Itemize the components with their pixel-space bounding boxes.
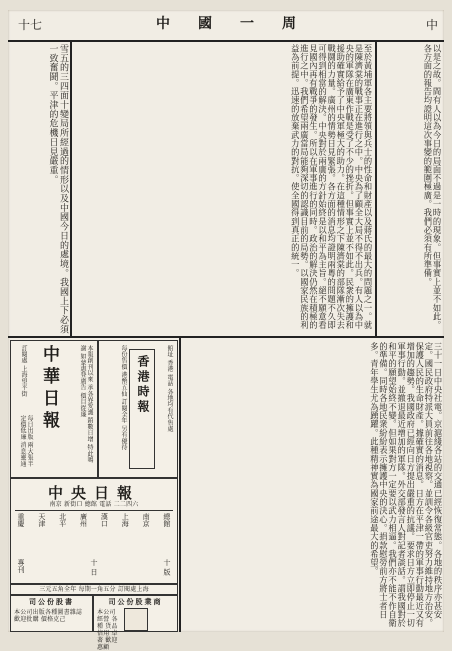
header-mark: 中 [425,18,438,32]
ad-central-col: 北平 [58,513,67,527]
article-top-main: 至於黃埔軍各主要將領與兵士的性命和財產以及蔣氏的最大的問題之一。就是陳濟棠的戰事正在進行之中。中央為了顧全大局不得不出兵。有人以為中央的軍隊在廣東作戰是受了不少的挫折。但事實上並不如此。民衆的擁護和援助確實給予了中央軍極大的助力。在這種情形之下陳濟棠的部隊漸次失去戰鬪的力量。廣州的情勢日見緊張。各方面的消息均證明兩粵的問題不久即可得到相當的解決。中央對於兩廣的方針始終是以和平為主旨。絕不願意看見國內再有戰爭的發生。所以在軍事進行的同時。政治的解決仍然在積極的進行之中。我們希望兩廣當局能夠深切的認識目前的局勢。以國家民族的利益為前提。迅速的放棄武力的對抗。使全國得到真正的統一。 [290,44,373,330]
ad-zhonghua [10,340,98,478]
ad-central-col: 重慶 [17,513,25,527]
section-rule [8,336,444,338]
ad-central-footer-right: 十 版 [163,559,171,576]
article-bottom: 三十一日中央社電。京滬綫各站的交通已經恢復常態。各地的秩序亦甚安定。國民政府特派大員前往各地視察。並訓令各級官吏努力維持地方治安。保護人民的生命財產。據確實的消息。日方在平津一帶的軍事行動最近又有增加的趨勢。我國政府已經向日方提出嚴重的抗議。要求日方立即停止一切軍事行動。並撤退最近增加的軍隊。外交部發言人對記者談話。謂我國對於和平的願望始終不變。但如果對方一定要以武力相逼。我們亦不能不作自衛的準備。同時各地民衆紛紛表示擁護中央的決心。捐款慰勞前方將士者日多。青年學生尤為踴躍。此種精神實為國家前途最大的希望。 [369,342,443,628]
column-rule [70,42,72,336]
ad-trading-company [93,595,178,651]
ad-zhonghua-note: 訂閱處 上海望平街 [20,345,27,397]
ad-central-daily [10,478,178,584]
ad-central-name: 中央日報 [47,484,140,502]
ad-trading-title: 司公份股業商 [108,597,163,606]
ad-central-tagline: 南京 新街口 總館 電話 二二四六 [49,501,139,508]
article-top-right: 以是之故。間有人以為今日的局面不過是一時的現象。但事實上並不如此。各方面的報告均證明這次事變的範圍極廣。我們必須有所準備。 [422,44,442,330]
subscription-bar: 三元五角全年 每期一角五分 訂閱處上海 [10,584,178,595]
column-rule [179,338,181,632]
ad-book-company [10,595,93,632]
company-seal [124,608,148,631]
ad-hk-name: 香港時報 [136,355,150,415]
column-rule [375,42,377,336]
ad-central-col: 天津 [37,513,46,527]
ad-central-col: 漢口 [100,513,109,527]
publication-title: 中國一周 [156,16,324,32]
ad-central-rule [15,510,173,511]
ad-book-body: 本公司出版各種圖書雜誌 歡迎批購 價格克己 [14,609,83,623]
ad-central-col: 南京 [142,513,151,527]
article-top-left: 雪五的三四面十變局所經過的情形以及中國今日的處境。我國上下必須一致奮鬪。平津的危機日見嚴重。 [47,44,68,334]
ad-central-col: 上海 [121,513,130,527]
ad-central-col: 廣州 [79,513,88,527]
newspaper-page [8,10,444,651]
page-header [8,10,444,42]
ad-zhonghua-body: 本報創刊以來 承各界愛護 銷數日增 特此鳴謝 如蒙惠登廣告 價目從廉 [79,345,93,463]
ad-central-columns [17,513,171,557]
ad-central-footer [17,559,171,579]
ad-hongkong-times [98,340,178,478]
ad-central-col: 總館 [162,513,171,527]
page-number: 十七 [18,18,43,32]
ad-book-title: 司公份股書 [29,597,74,606]
ad-zhonghua-name: 中華日報 [39,345,59,433]
ad-trading-body: 本公司 經營 各種 貨品 信用 卓著 歡迎 惠顧 [97,609,118,651]
ad-central-footer-left: 專刊 [17,559,25,573]
ad-central-footer-mid: 十 日 [90,559,98,576]
ad-zhonghua-right-note: 每日出版 兩大張半 定價低廉 消息靈通 [19,415,33,467]
ad-hk-side: 每份售價 港幣五仙 訂閱全年 另有優待 [120,345,127,451]
ad-hk-body: 館址 香港 電話 各地均有代售處 [166,345,173,432]
